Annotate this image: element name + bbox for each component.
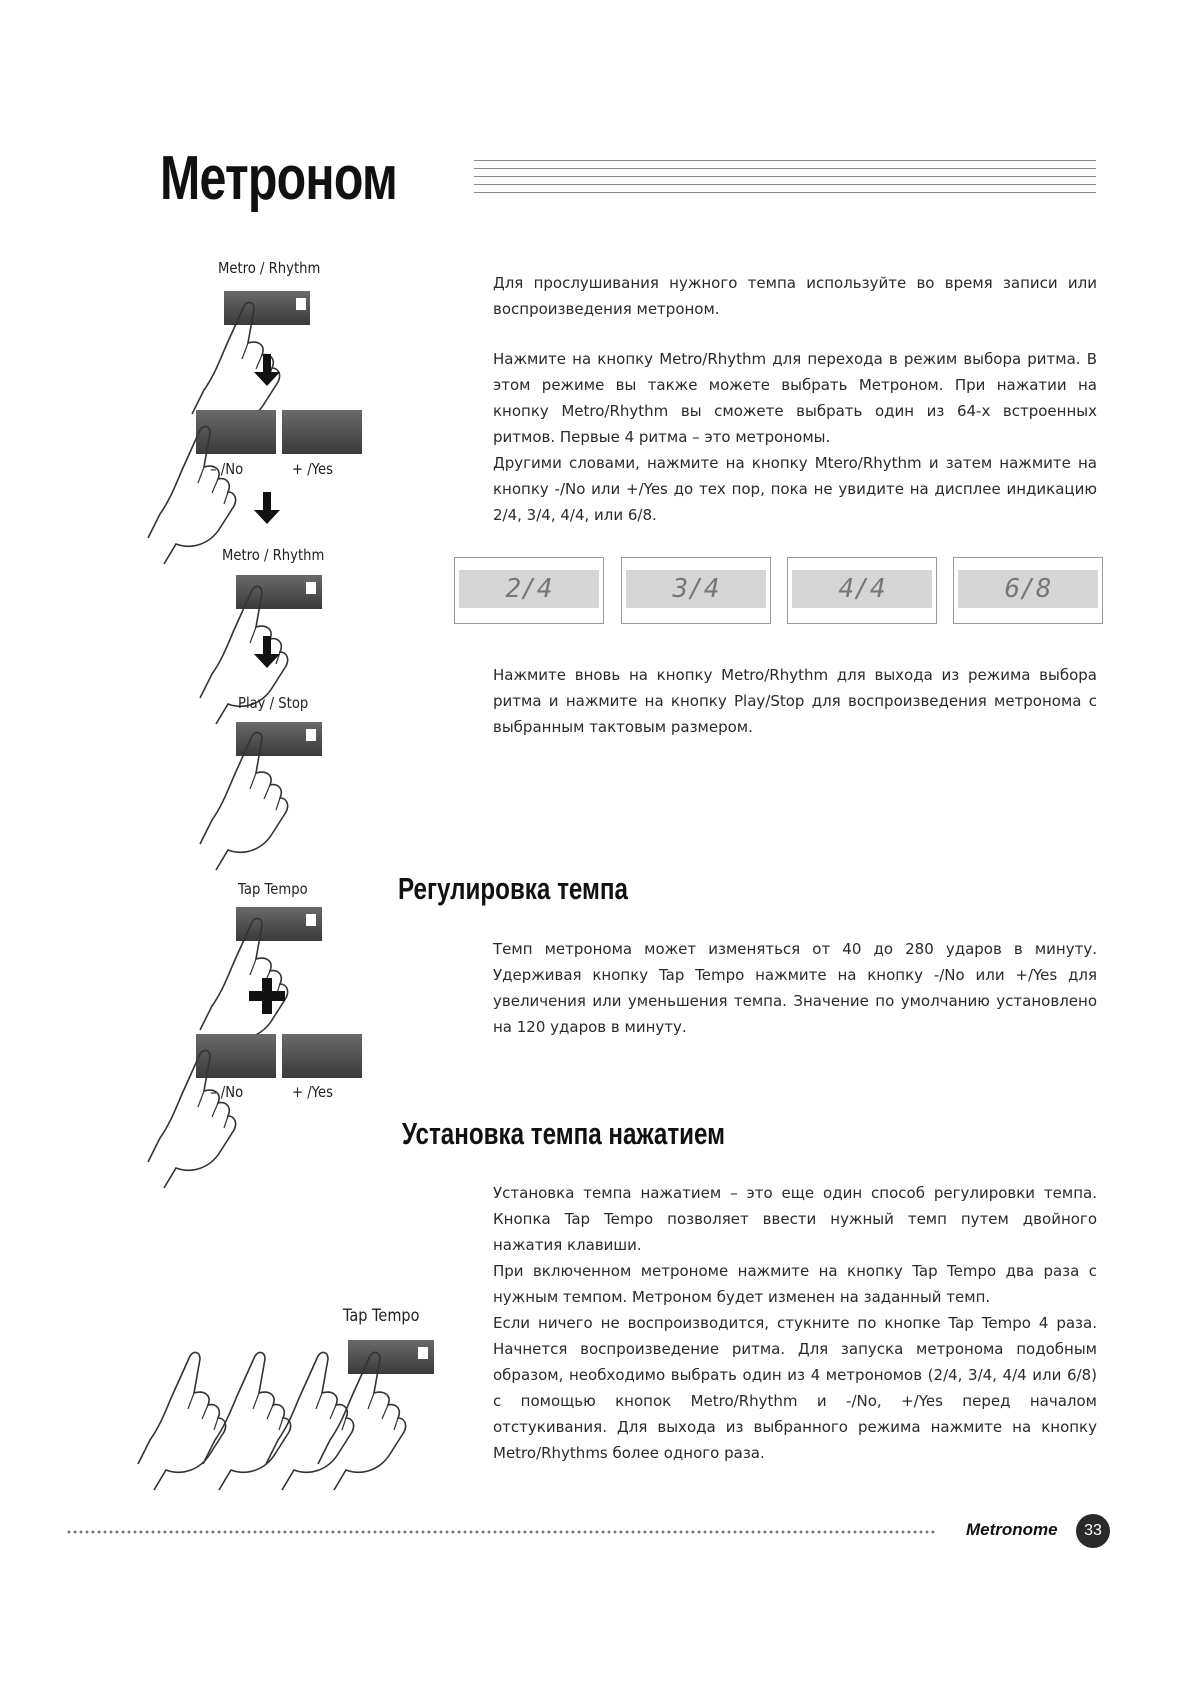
section-tap-p3: Если ничего не воспроизводится, стукните по кнопке Tap Tempo 4 раза. Начнется воспроизведение ритма. Для запуска метронома подобным образом, необходимо выбрать один из 4 метрономов (2/4, 3/4, 4/4 или 6/8) с помощью кнопок Metro/Rhythm и -/No, +/Yes перед началом отстукивания. Для выхода из выбранного режима нажмите на кнопку Metro/Rhythms более одного раза. [493,1314,1097,1462]
display-6-8 [953,557,1103,624]
display-3-4 [621,557,771,624]
display-2-4 [454,557,604,624]
label-yes-2: + /Yes [292,1083,333,1101]
label-tap-tempo: Tap Tempo [238,880,308,898]
display-text: 2/4 [459,570,599,608]
select-paragraph: Нажмите на кнопку Metro/Rhythm для перехода в режим выбора ритма. В этом режиме вы также можете выбрать Метроном. При нажатии на кнопку Metro/Rhythm вы сможете выбрать один из 64-х встроенных ритмов. Первые 4 ритма – это метрономы. [493,350,1097,446]
play-paragraph: Нажмите вновь на кнопку Metro/Rhythm для выхода из режима выбора ритма и нажмите на кнопку Play/Stop для воспроизведения метронома с выбранным тактовым размером. [493,666,1097,736]
label-metro-rhythm-2: Metro / Rhythm [222,546,325,564]
section-tap-heading: Установка темпа нажатием [402,1116,726,1151]
display-text: 6/8 [958,570,1098,608]
section-tempo-heading: Регулировка темпа [398,871,628,906]
footer-dotted-rule [66,1530,936,1534]
title-rules [474,160,1096,194]
section-tempo-text: Темп метронома может изменяться от 40 до 280 ударов в минуту. Удерживая кнопку Tap Tempo нажмите на кнопку -/No или +/Yes для увеличения или уменьшения темпа. Значение по умолчанию установлено на 120 ударов в минуту. [493,940,1097,1036]
section-tap-p1: Установка темпа нажатием – это еще один способ регулировки темпа. Кнопка Tap Tempo позволяет ввести нужный темп путем двойного нажатия клавиши. [493,1184,1097,1254]
section-tap-p2: При включенном метрономе нажмите на кнопку Tap Tempo два раза с нужным темпом. Метроном будет изменен на заданный темп. [493,1262,1097,1306]
button-diagrams [0,0,440,1500]
yes-button-2 [282,1034,362,1078]
display-4-4 [787,557,937,624]
intro-paragraph: Для прослушивания нужного темпа используйте во время записи или воспроизведения метроном. [493,274,1097,318]
label-no: – /No [210,460,244,478]
page-number-badge: 33 [1076,1514,1110,1548]
other-paragraph: Другими словами, нажмите на кнопку Mtero/Rhythm и затем нажмите на кнопку -/No или +/Yes до тех пор, пока не увидите на дисплее индикацию 2/4, 3/4, 4/4, или 6/8. [493,454,1097,524]
label-yes: + /Yes [292,460,333,478]
display-text: 4/4 [792,570,932,608]
label-metro-rhythm-1: Metro / Rhythm [218,259,321,277]
page-title: Метроном [160,144,397,213]
label-play-stop: Play / Stop [238,694,309,712]
footer-section-label: Metronome [966,1520,1058,1539]
label-no-2: – /No [210,1083,244,1101]
label-tap-tempo-large: Tap Tempo [343,1306,420,1326]
yes-button [282,410,362,454]
display-text: 3/4 [626,570,766,608]
